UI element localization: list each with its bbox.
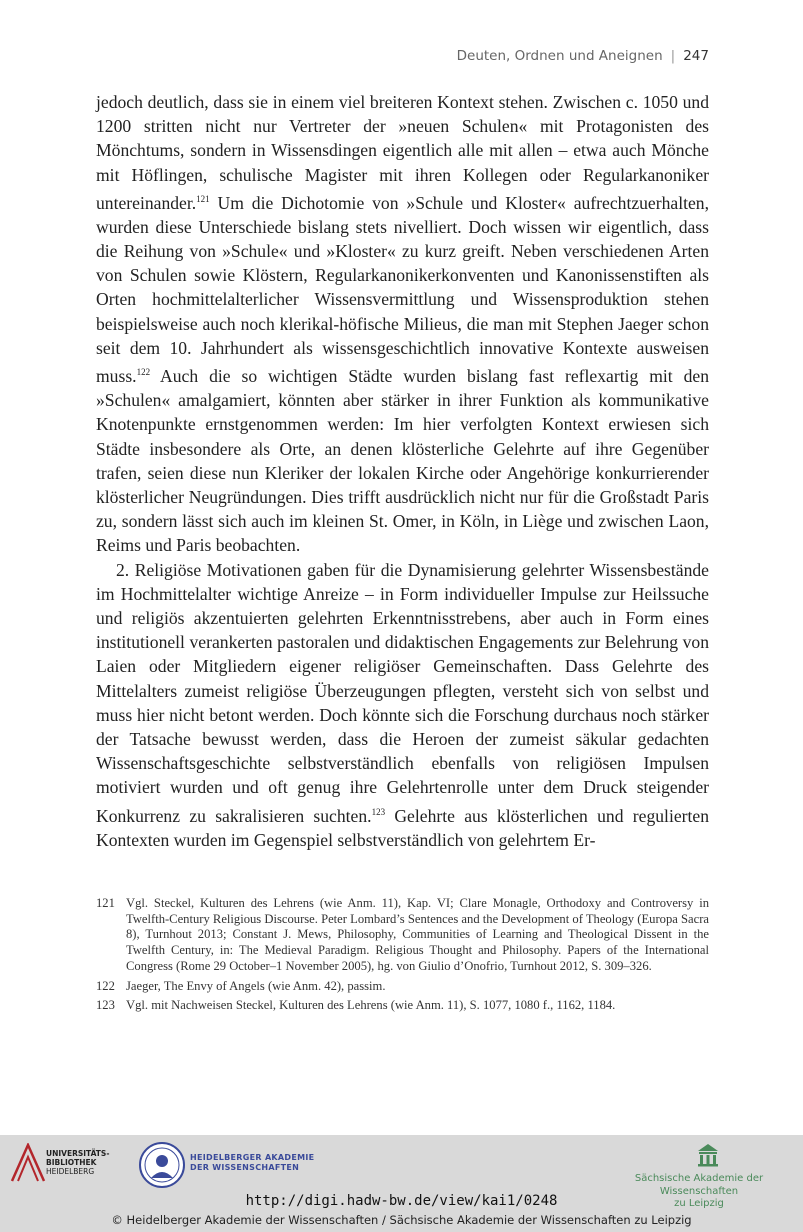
footnote-number: 121 — [96, 896, 115, 910]
footnote-number: 123 — [96, 998, 115, 1013]
ub-label-line: UNIVERSITÄTS- — [46, 1149, 110, 1158]
hadw-label-line: DER WISSENSCHAFTEN — [190, 1163, 300, 1172]
saw-building-icon[interactable] — [697, 1143, 719, 1167]
running-head-separator: | — [670, 48, 676, 64]
paragraph-text: Um die Dichotomie von »Schule und Kloster« aufrechtzuerhalten, wurden diese Unterschiede bislang stets nivelliert. Doch wissen wir eigentlich, dass die Reihung von »Schule« und »Kloster« zu kurz greift. Neben verschiedenen Arten von Schulen sowie Klöstern, Regularkanonikerkonventen und Kanonissenstiften als Orten hochmittelalterlicher Wissensvermittlung und Wissensproduktion stehen beispielsweise auch noch klerikal-höfische Milieus, die man mit Stephen Jaeger schon seit dem 10. Jahrhundert als wissensgeschichtlich innovative Kontexte ausweisen muss. — [96, 192, 709, 386]
ub-label-line: HEIDELBERG — [46, 1167, 95, 1176]
paragraph-text: 2. Religiöse Motivationen gaben für die Dynamisierung gelehrter Wissensbestände im Hochmittelalter wichtige Anreize – in Form individueller Impulse zur Heilssuche und religiös akzentuierten gelehrten Erkenntnisstrebens, aber auch in Form eines institutionell verankerten pastoralen und didaktischen Engagements zur Belehrung von Laien oder Mitgliedern eigener religiöser Gemeinschaften. Dass Gelehrte des Mittelalters zumeist religiöse Überzeugungen pflegten, versteht sich von selbst und muss hier nicht betont werden. Doch könnte sich die Forschung durchaus noch stärker der Tatsache bewusst werden, dass die Heroen der zumeist säkular gedachten Wissenschaftsgeschichte selbstverständlich ebenfalls von religiösen Impulsen motiviert wurden und oft genug ihre Gelehrtenrolle unter dem Druck steigender Konkurrenz zu sakralisieren suchten. — [96, 559, 709, 826]
footnote-text: Jaeger, The Envy of Angels (wie Anm. 42), passim. — [126, 978, 386, 993]
footnotes — [96, 896, 709, 1018]
footnote — [96, 896, 709, 975]
running-head — [457, 48, 709, 64]
paragraph — [96, 90, 709, 558]
permalink[interactable]: http://digi.hadw-bw.de/view/kai1/0248 — [245, 1193, 558, 1209]
footnote-ref: 121 — [196, 193, 210, 204]
paragraph-text: Auch die so wichtigen Städte wurden bislang fast reflexartig mit den »Schulen« amalgamiert, könnten aber stärker in ihrer Funktion als kommunikative Knotenpunkte ernstgenommen werden: Im hier verfolgten Kontext erwiesen sich Städte insbesondere als Orte, an denen klösterliche Gelehrte auf ihre Gegenüber trafen, seien diese nun Kleriker der lokalen Kirche oder Angehörige konkurrierender klösterlicher Neugründungen. Dies trifft ausdrücklich nicht nur für die Großstadt Paris zu, sondern lässt sich auch im kleinen St. Omer, in Köln, in Liège und zwischen Laon, Reims und Paris beobachten. — [96, 365, 709, 556]
paragraph-text: jedoch deutlich, dass sie in einem viel breiteren Kontext stehen. Zwischen c. 1050 und 1200 stritten nicht nur Vertreter der »neuen Schulen« mit Protagonisten des Mönchtums, sondern in Wissensdingen eigentlich alle mit allen – etwa auch Mönche mit Höflingen, schulische Magister mit ihren Kollegen oder Regularkanoniker untereinander. — [96, 92, 709, 213]
page-number: 247 — [683, 48, 709, 64]
footnote-ref: 123 — [371, 806, 386, 817]
copyright-notice: © Heidelberger Akademie der Wissenschaften / Sächsische Akademie der Wissenschaften zu Leipzig — [111, 1213, 692, 1227]
main-text — [96, 90, 709, 852]
ub-heidelberg-label[interactable] — [46, 1149, 109, 1176]
hadw-seal-icon[interactable] — [139, 1142, 185, 1188]
hadw-label[interactable] — [190, 1153, 314, 1173]
footnote — [96, 998, 709, 1014]
footnote-text: Vgl. Steckel, Kulturen des Lehrens (wie Anm. 11), Kap. VI; Clare Monagle, Orthodoxy and Controversy in Twelfth-Century Religious Discourse. Peter Lombard’s Sentences and the Development of Theology (Europa Sacra 8), Turnhout 2013; Constant J. Mews, Philosophy, Communities of Learning and Theological Dissent in the Twelfth Century, in: The Medieval Paradigm. Religious Thought and Philosophy. Papers of the International Congress (Rome 29 October–1 November 2005), hg. von Giulio d’Onofrio, Turnhout 2012, S. 309–326. — [126, 896, 709, 973]
footnote — [96, 979, 709, 995]
saw-label-line: zu Leipzig — [674, 1198, 724, 1209]
ub-label-line: BIBLIOTHEK — [46, 1158, 97, 1167]
paragraph-text: Gelehrte aus klösterlichen und regulierten Kontexten wurden im Gegenspiel selbstverständlich von gelehrtem Er- — [96, 805, 709, 850]
footnote-number: 122 — [96, 978, 115, 993]
footnote-ref: 122 — [136, 367, 151, 378]
footnote-text: Vgl. mit Nachweisen Steckel, Kulturen des Lehrens (wie Anm. 11), S. 1077, 1080 f., 1162, 1184. — [126, 998, 616, 1013]
paragraph — [96, 558, 709, 852]
saw-label-line: Sächsische Akademie der Wissenschaften — [634, 1173, 764, 1197]
running-title: Deuten, Ordnen und Aneignen — [456, 48, 663, 64]
hadw-label-line: HEIDELBERGER AKADEMIE — [190, 1153, 315, 1162]
